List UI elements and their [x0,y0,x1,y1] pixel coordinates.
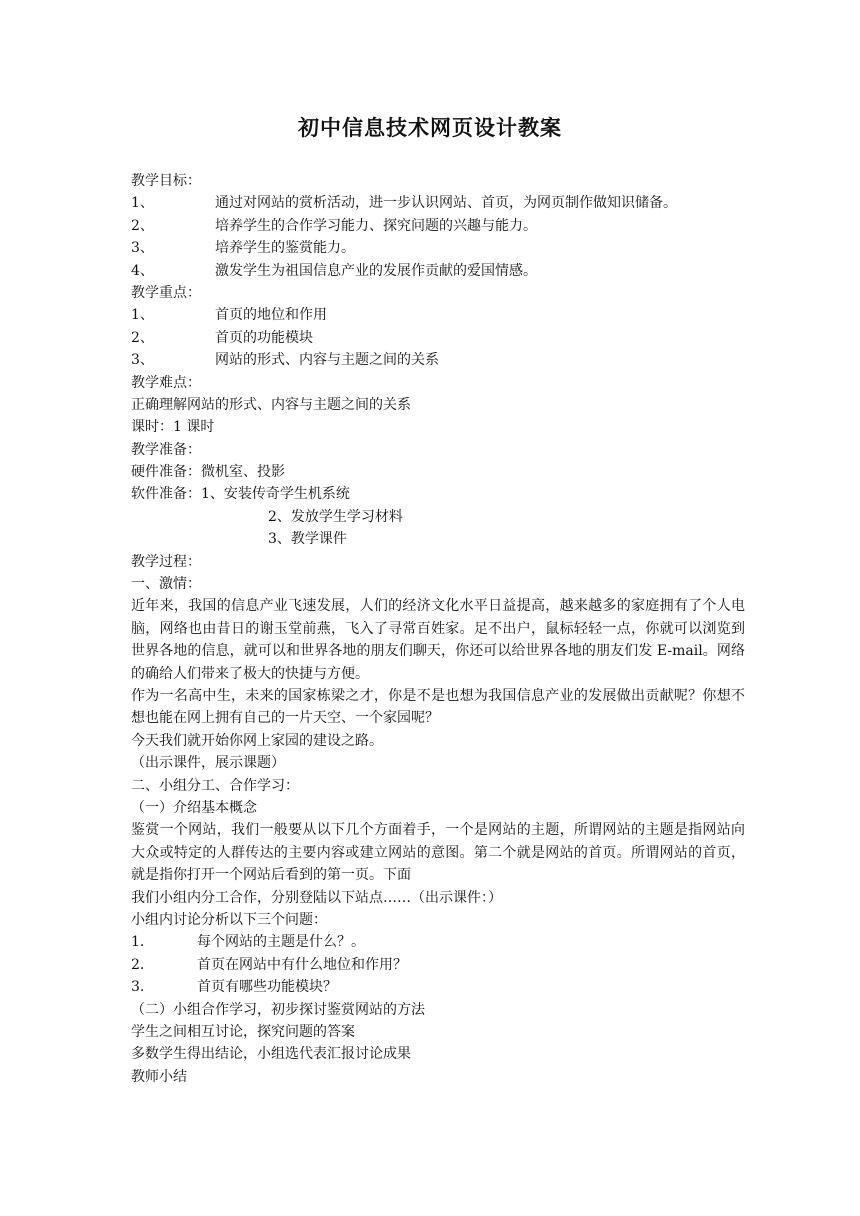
subsection2-line: 多数学生得出结论，小组选代表汇报讨论成果 [131,1046,411,1063]
difficulty-text: 正确理解网站的形式、内容与主题之间的关系 [131,396,411,413]
keypoint-item [131,349,745,371]
objective-text: 激发学生为祖国信息产业的发展作贡献的爱国情感。 [215,262,537,279]
subsection2-line: 教师小结 [131,1068,187,1085]
keypoint-text: 首页的地位和作用 [215,307,327,324]
section1-line: 今天我们就开始你网上家园的建设之路。 [131,732,383,749]
section1-paragraph: 作为一名高中生，未来的国家栋梁之才，你是不是也想为我国信息产业的发展做出贡献呢？你想不想也能在网上拥有自己的一片天空、一个家园呢？ [131,688,745,727]
keypoint-item [131,304,745,326]
objective-text: 培养学生的合作学习能力、探究问题的兴趣与能力。 [215,217,537,234]
hardware-prep: 硬件准备：微机室、投影 [131,464,285,481]
question-item [131,931,745,953]
objective-item [131,215,745,237]
question-text: 每个网站的主题是什么？。 [197,934,365,951]
objectives-heading: 教学目标： [131,173,201,189]
software-prep-item: 2、发放学生学习材料 [268,508,403,525]
class-hours: 课时：1 课时 [131,419,215,436]
objective-number: 4、 [131,262,154,279]
subsection2-line: 学生之间相互讨论，探究问题的答案 [131,1023,355,1040]
objective-number: 2、 [131,217,154,234]
document-title: 初中信息技术网页设计教案 [298,115,562,140]
question-text: 首页在网站中有什么地位和作用？ [197,956,407,973]
objective-text: 培养学生的鉴赏能力。 [215,240,355,257]
objective-item [131,192,745,214]
keypoint-text: 网站的形式、内容与主题之间的关系 [215,352,439,369]
document-body [131,170,745,1088]
prep-heading: 教学准备： [131,441,201,458]
question-number: 3. [131,979,145,996]
section2-heading: 二、小组分工、合作学习： [131,777,299,794]
objective-number: 3、 [131,240,154,257]
keypoint-item [131,327,745,349]
subsection1-line: 小组内讨论分析以下三个问题： [131,912,327,929]
question-text: 首页有哪些功能模块？ [197,979,337,996]
keypoint-number: 3、 [131,352,154,369]
keypoint-number: 1、 [131,307,154,324]
subsection2-heading: （二）小组合作学习，初步探讨鉴赏网站的方法 [131,1001,425,1018]
software-prep-item: 3、教学课件 [268,531,347,548]
keypoints-heading: 教学重点： [131,284,201,301]
question-number: 2. [131,956,145,973]
question-number: 1. [131,934,145,951]
objective-text: 通过对网站的赏析活动，进一步认识网站、首页，为网页制作做知识储备。 [215,195,677,212]
question-item [131,976,745,998]
section1-paragraph: 近年来，我国的信息产业飞速发展，人们的经济文化水平日益提高，越来越多的家庭拥有了个人电脑，网络也由昔日的谢玉堂前燕，飞入了寻常百姓家。足不出户，鼠标轻轻一点，你就可以浏览到世界各地的信息，就可以和世界各地的朋友们聊天，你还可以给世界各地的朋友们发 E-mail。网络的确给人们带来了极大的快捷与方便。 [131,598,745,682]
question-item [131,954,745,976]
section1-heading: 一、激情： [131,576,201,593]
keypoint-text: 首页的功能模块 [215,329,313,346]
difficulty-heading: 教学难点： [131,374,201,391]
subsection1-paragraph: 鉴赏一个网站，我们一般要从以下几个方面着手，一个是网站的主题，所谓网站的主题是指网站向大众或特定的人群传达的主要内容或建立网站的意图。第二个就是网站的首页。所谓网站的首页，就是指你打开一个网站后看到的第一页。下面 [131,822,745,884]
subsection1-line: 我们小组内分工合作，分别登陆以下站点……（出示课件：） [131,889,502,906]
software-prep: 软件准备：1、安装传奇学生机系统 [131,486,350,503]
process-heading: 教学过程： [131,553,201,570]
subsection1-heading: （一）介绍基本概念 [131,800,257,817]
section1-line: （出示课件，展示课题） [131,755,285,772]
objective-item [131,237,745,259]
objective-item [131,260,745,282]
keypoint-number: 2、 [131,329,154,346]
objective-number: 1、 [131,195,154,212]
